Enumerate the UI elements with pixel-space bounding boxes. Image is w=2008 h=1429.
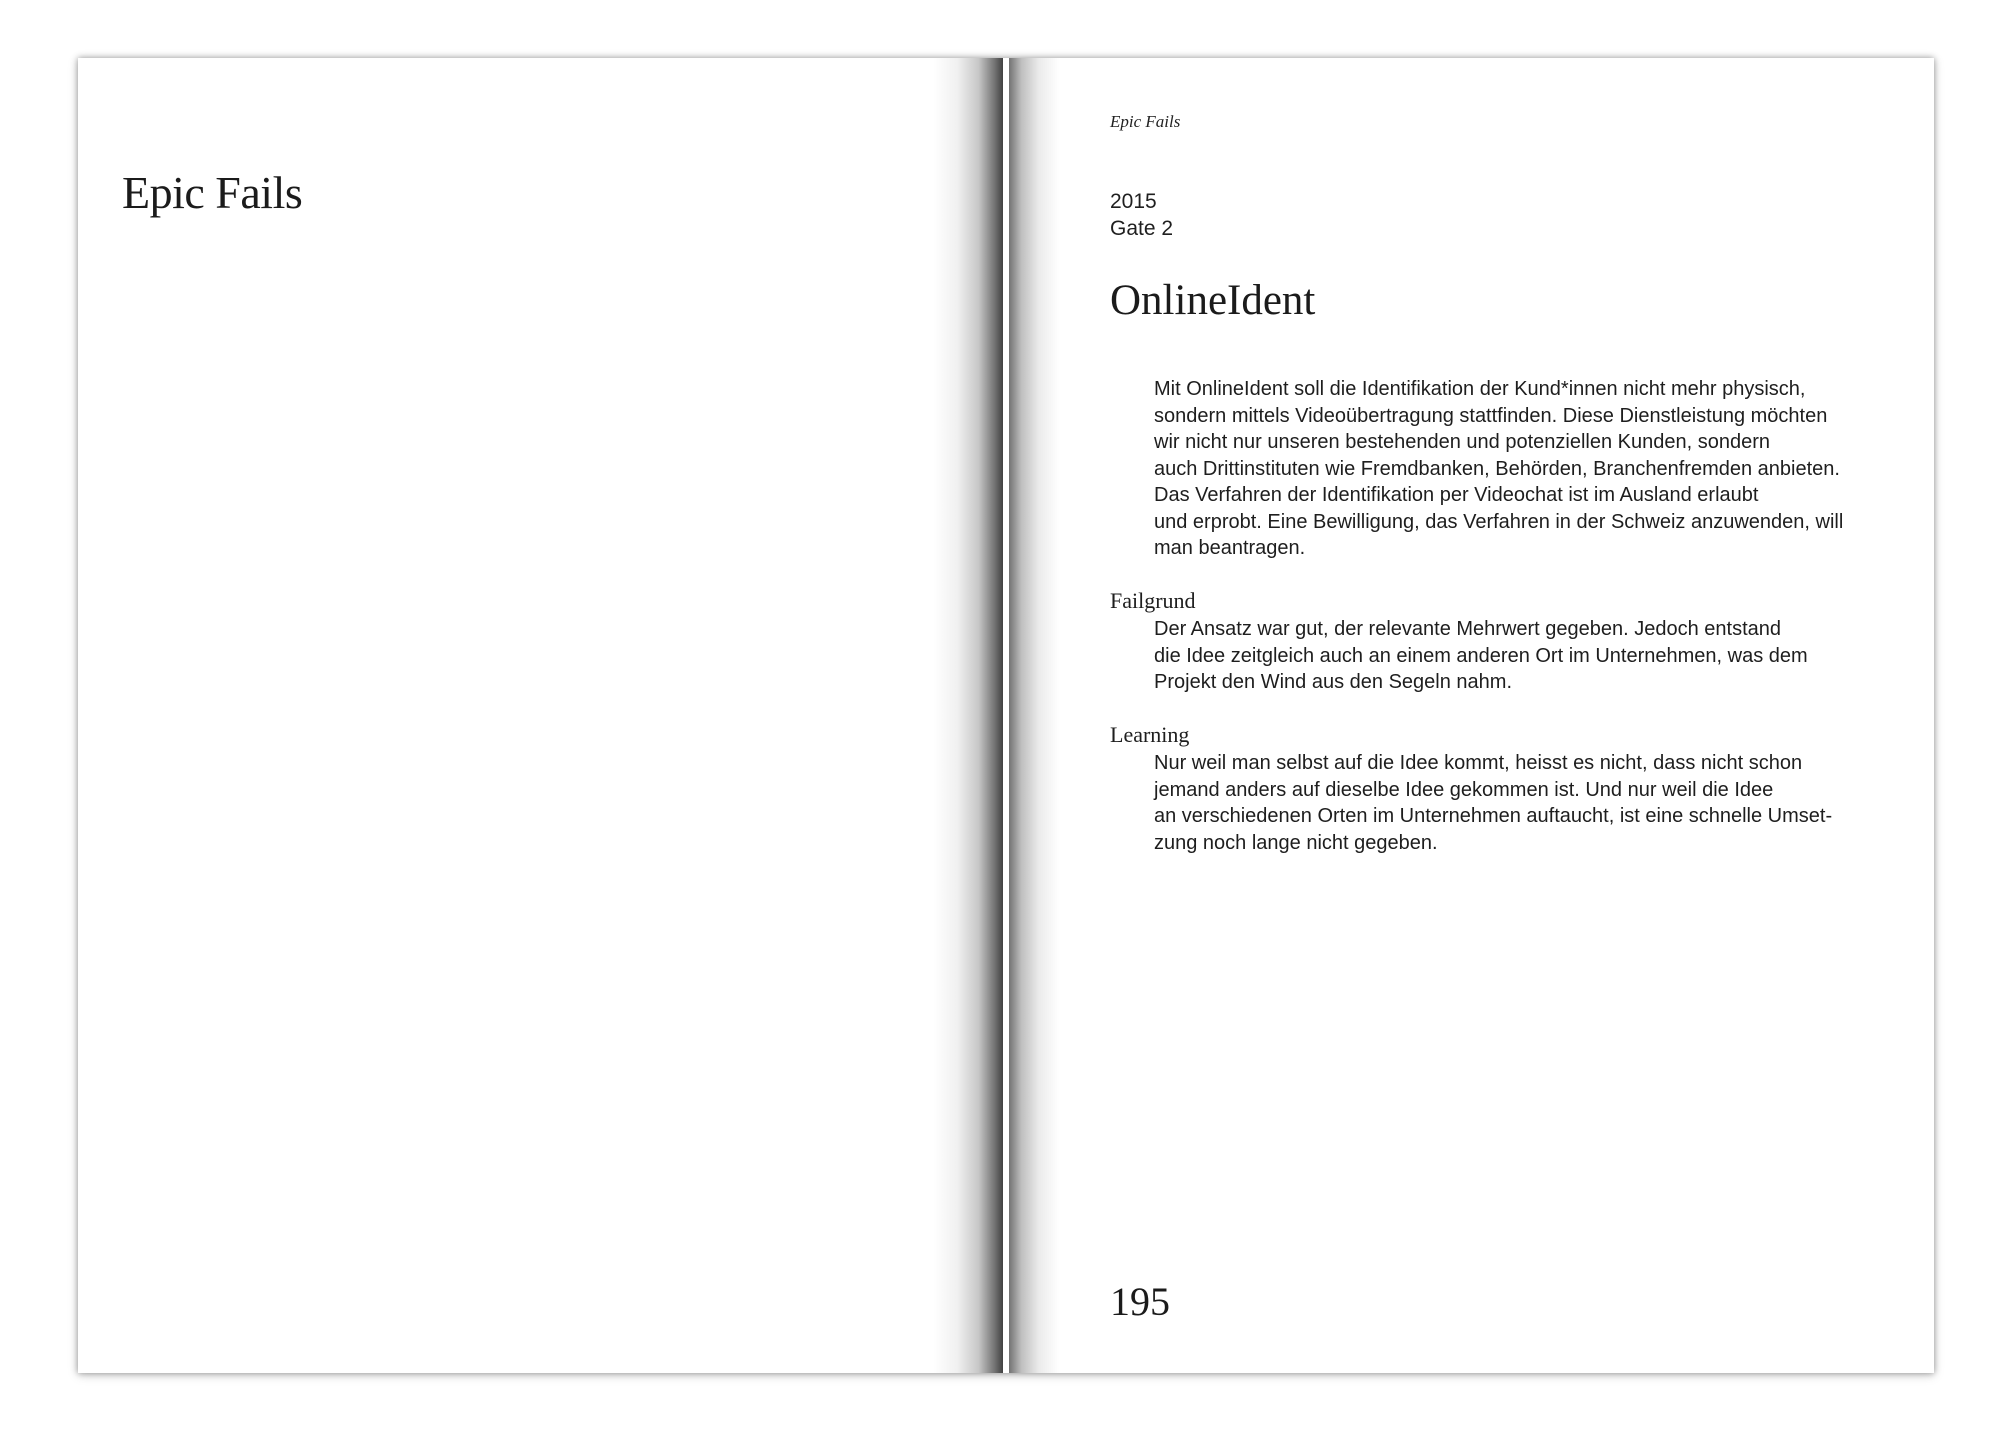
learning-line: Nur weil man selbst auf die Idee kommt, heisst es nicht, dass nicht schon [1154, 752, 1803, 774]
learning-line: jemand anders auf dieselbe Idee gekommen ist. Und nur weil die Idee [1154, 778, 1774, 801]
running-head: Epic Fails [1110, 112, 1181, 131]
intro-line: auch Drittinstituten wie Fremdbanken, Behörden, Branchenfremden anbieten. [1154, 457, 1840, 480]
failgrund-heading: Failgrund [1110, 588, 1196, 613]
right-page [1003, 58, 1934, 1373]
failgrund-paragraph [1154, 616, 1914, 696]
year-label: 2015 [1110, 190, 1157, 213]
failgrund-line: die Idee zeitgleich auch an einem anderen Ort im Unternehmen, was dem [1154, 644, 1808, 667]
gutter-shadow-left [933, 58, 1003, 1373]
intro-line: wir nicht nur unseren bestehenden und potenziellen Kunden, sondern [1154, 431, 1770, 453]
left-page [78, 58, 1003, 1373]
chapter-title: Epic Fails [122, 167, 303, 218]
meta-block [1110, 188, 1173, 242]
failgrund-line: Projekt den Wind aus den Segeln nahm. [1154, 671, 1512, 693]
project-title: OnlineIdent [1110, 277, 1316, 324]
intro-line: Das Verfahren der Identifikation per Videochat ist im Ausland erlaubt [1154, 484, 1759, 506]
learning-line: an verschiedenen Orten im Unternehmen auftaucht, ist eine schnelle Umset- [1154, 805, 1833, 827]
intro-line: Mit OnlineIdent soll die Identifikation der Kund*innen nicht mehr physisch, [1154, 378, 1806, 400]
failgrund-line: Der Ansatz war gut, der relevante Mehrwert gegeben. Jedoch entstand [1154, 618, 1782, 640]
gate-label: Gate 2 [1110, 217, 1174, 240]
intro-paragraph [1154, 376, 1914, 562]
page-number: 195 [1110, 1279, 1170, 1324]
book-spread [78, 58, 1934, 1373]
intro-line: und erprobt. Eine Bewilligung, das Verfahren in der Schweiz anzuwenden, will [1154, 510, 1844, 533]
learning-paragraph [1154, 750, 1914, 856]
intro-line: man beantragen. [1154, 537, 1306, 559]
learning-heading: Learning [1110, 722, 1190, 747]
gutter-shadow-right [1009, 58, 1059, 1373]
learning-line: zung noch lange nicht gegeben. [1154, 831, 1438, 854]
intro-line: sondern mittels Videoübertragung stattfinden. Diese Dienstleistung möchten [1154, 404, 1828, 427]
